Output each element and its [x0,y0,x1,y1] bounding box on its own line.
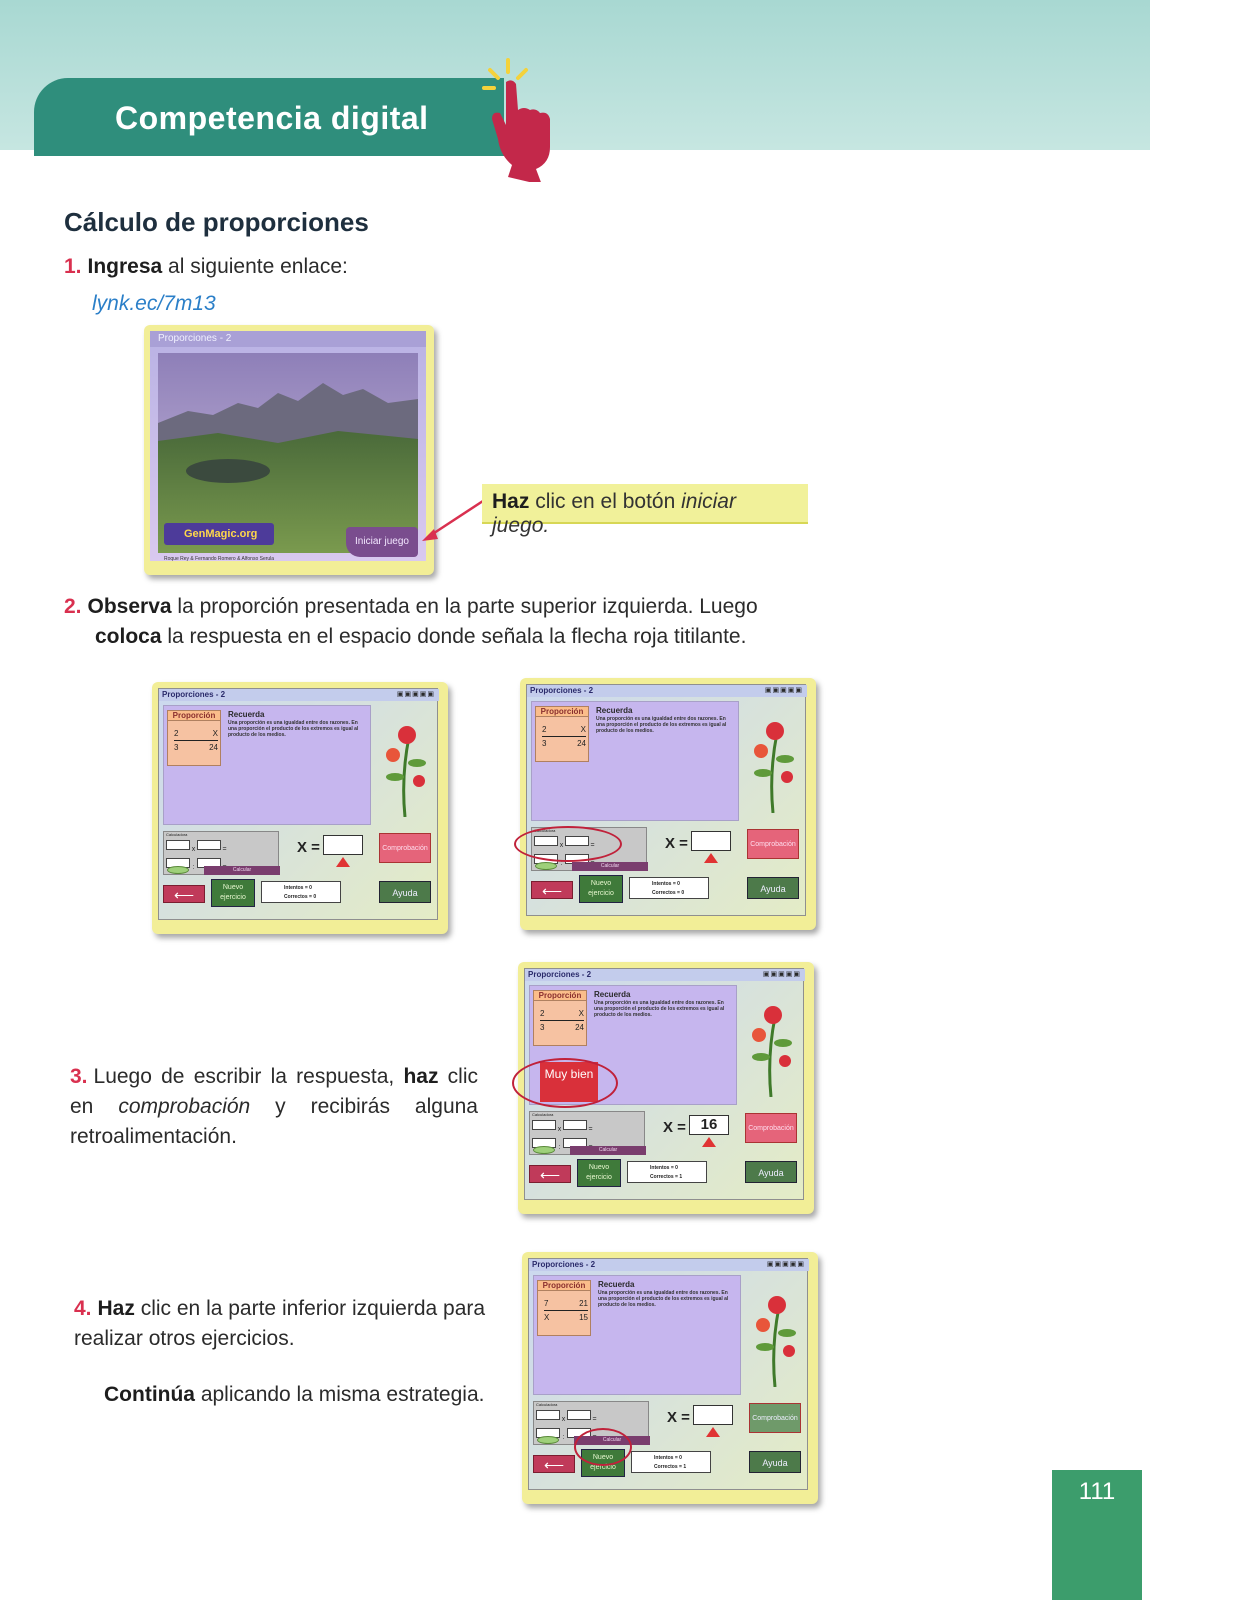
game-frame [526,684,806,916]
pointing-hand-icon [468,52,568,182]
ayuda-button[interactable]: Ayuda [747,877,799,899]
step-number: 1. [64,255,82,278]
step-4 [74,1294,494,1354]
game-screenshot [152,682,448,934]
correctos-value: 0 [681,890,685,896]
frac-b: X [212,729,218,738]
answer-input[interactable]: 16 [689,1115,729,1135]
calcular-button[interactable]: Calcular [204,866,280,875]
game-title: Proporciones - 2 [159,689,439,701]
step-verb-2: coloca [95,625,162,648]
blinking-arrow-icon [704,853,718,863]
game-frame [158,688,438,920]
frac-b: X [578,1009,584,1018]
recuerda-heading: Recuerda [594,990,631,999]
window-buttons-icon: ▣▣▣▣▣ [762,971,801,978]
frac-b: 21 [579,1299,588,1308]
proportion-label: Proporción [168,711,220,721]
calc-toggle[interactable] [535,862,557,870]
step-verb-2: Continúa [104,1383,195,1406]
intentos-label: Intentos = [652,881,676,887]
page-number: 111 [1078,1478,1116,1505]
callout-italic: iniciar juego. [492,490,736,537]
flower-icon [745,1287,801,1387]
game-panel [163,705,371,825]
frac-c: X [544,1313,550,1322]
step-italic: comprobación [118,1095,251,1118]
highlight-ring [514,826,622,862]
step-text-2: aplicando la misma estrategia. [194,1383,485,1406]
step-text-3: y recibirás alguna retroalimentación. [70,1095,478,1148]
screen-title: Proporciones - 2 [150,331,426,347]
intentos-value: 0 [309,885,312,891]
calc-input[interactable] [532,1120,556,1130]
calc-toggle[interactable] [167,866,189,874]
back-arrow-button[interactable]: ⟵ [163,885,205,903]
game-screenshot [520,678,816,930]
correctos-value: 1 [683,1464,687,1470]
intentos-label: Intentos = [654,1455,678,1461]
answer-input[interactable] [691,831,731,851]
proportion-fraction [174,729,218,752]
step-text-2: la respuesta en el espacio donde señala la flecha roja titilante. [161,625,747,648]
frac-c: 3 [542,739,547,748]
x-label: X = [297,839,320,856]
comprobacion-button[interactable]: Comprobación [749,1403,801,1433]
game-title: Proporciones - 2 [529,1259,809,1271]
calc-input[interactable] [567,1410,591,1420]
calculator-label: Calculadora [534,828,556,833]
correctos-label: Correctos = [650,1174,678,1180]
highlight-ring [512,1058,618,1108]
comprobacion-button[interactable]: Comprobación [379,833,431,863]
proportion-label: Proporción [534,991,586,1001]
score-box [631,1451,711,1473]
frac-a: 7 [544,1299,549,1308]
highlight-ring [574,1428,632,1466]
instruction-callout [482,484,808,537]
red-arrow-icon [420,495,490,545]
start-game-button[interactable]: Iniciar juego [346,527,418,557]
game-screenshot [522,1252,818,1504]
recuerda-text: Una proporción es una igualdad entre dos razones. En una proporción el producto de los extremos es igual al producto de los medios. [598,1290,729,1308]
correctos-value: 1 [679,1174,683,1180]
recuerda-text: Una proporción es una igualdad entre dos razones. En una proporción el producto de los extremos es igual al producto de los medios. [596,716,727,734]
nuevo-ejercicio-button[interactable]: Nuevo ejercicio [581,1449,625,1477]
proportion-box [537,1280,591,1336]
step-text: clic en la parte inferior izquierda para realizar otros ejercicios. [74,1297,486,1350]
intentos-value: 0 [677,881,680,887]
comprobacion-button[interactable]: Comprobación [747,829,799,859]
muy-bien-feedback: Muy bien [540,1062,598,1102]
answer-input[interactable] [323,835,363,855]
window-buttons-icon: ▣▣▣▣▣ [766,1261,805,1268]
calculator-label: Calculadora [532,1112,554,1117]
ayuda-button[interactable]: Ayuda [749,1451,801,1473]
proportion-box [167,710,221,766]
calc-input[interactable] [563,1120,587,1130]
game-screenshot [518,962,814,1214]
frac-a: 2 [174,729,179,738]
score-box [629,877,709,899]
score-box [261,881,341,903]
calcular-button[interactable]: Calcular [572,862,648,871]
step-verb: haz [403,1065,439,1088]
ayuda-button[interactable]: Ayuda [745,1161,797,1183]
calc-input[interactable] [197,840,221,850]
answer-input[interactable] [693,1405,733,1425]
calculator: Calculadora x = : Calcular [533,1401,649,1445]
recuerda-text: Una proporción es una igualdad entre dos razones. En una proporción el producto de los extremos es igual al producto de los medios. [594,1000,725,1018]
back-arrow-button[interactable]: ⟵ [529,1165,571,1183]
proportion-box [535,706,589,762]
proportion-fraction [540,1009,584,1032]
link-url[interactable]: lynk.ec/7m13 [92,292,216,315]
window-buttons-icon: ▣▣▣▣▣ [764,687,803,694]
step-number: 2. [64,595,82,618]
flower-icon [375,717,431,817]
page-section-title: Competencia digital [115,100,429,136]
step-text: al siguiente enlace: [162,255,348,278]
game-title: Proporciones - 2 [527,685,807,697]
score-box [627,1161,707,1183]
game-title: Proporciones - 2 [525,969,805,981]
step-text: Luego de escribir la respuesta, [93,1065,404,1088]
flower-icon [741,997,797,1097]
back-arrow-button[interactable]: ⟵ [531,881,573,899]
ayuda-button[interactable]: Ayuda [379,881,431,903]
calculator: Calculadora x = : Calcular [163,831,279,875]
x-label: X = [667,1409,690,1426]
intentos-label: Intentos = [284,885,308,891]
nuevo-ejercicio-button[interactable]: Nuevo ejercicio [211,879,255,907]
correctos-label: Correctos = [284,894,312,900]
frac-d: 24 [575,1023,584,1032]
step-4-continue [104,1380,524,1410]
frac-c: 3 [174,743,179,752]
correctos-label: Correctos = [652,890,680,896]
proportion-label: Proporción [538,1281,590,1291]
game-panel [531,701,739,821]
calculator-label: Calculadora [536,1402,558,1407]
proportion-fraction [542,725,586,748]
window-buttons-icon: ▣▣▣▣▣ [396,691,435,698]
game-panel [533,1275,741,1395]
correctos-label: Correctos = [654,1464,682,1470]
frac-a: 2 [542,725,547,734]
credits-text: Roque Rey & Fernando Romero & Alfonso Serula [164,556,275,562]
frac-b: X [580,725,586,734]
step-text-2: clic en [70,1065,478,1118]
frac-d: 15 [579,1313,588,1322]
step-3 [70,1062,478,1152]
intentos-value: 0 [679,1455,682,1461]
callout-verb: Haz [492,490,530,513]
back-arrow-button[interactable]: ⟵ [533,1455,575,1473]
step-1 [64,252,348,282]
proportion-label: Proporción [536,707,588,717]
step-verb: Observa [87,595,172,618]
step-number: 4. [74,1297,92,1320]
callout-text: clic en el botón [529,490,682,513]
intro-screenshot [144,325,434,575]
frac-c: 3 [540,1023,545,1032]
recuerda-heading: Recuerda [598,1280,635,1289]
genmagic-logo: GenMagic.org [164,523,274,545]
calculator: Calculadora x = : Calcular [531,827,647,871]
calc-toggle[interactable] [533,1146,555,1154]
x-label: X = [663,1119,686,1136]
calcular-button[interactable]: Calcular [574,1436,650,1445]
calculator-label: Calculadora [166,832,188,837]
section-title: Cálculo de proporciones [64,207,369,237]
nuevo-ejercicio-button[interactable]: Nuevo ejercicio [577,1159,621,1187]
blinking-arrow-icon [336,857,350,867]
blinking-arrow-icon [702,1137,716,1147]
comprobacion-button[interactable]: Comprobación [745,1113,797,1143]
calc-input[interactable] [166,840,190,850]
x-label: X = [665,835,688,852]
step-verb: Ingresa [87,255,163,278]
step-verb: Haz [97,1297,135,1320]
frac-d: 24 [209,743,218,752]
recuerda-heading: Recuerda [596,706,633,715]
recuerda-text: Una proporción es una igualdad entre dos razones. En una proporción el producto de los extremos es igual al producto de los medios. [228,720,359,738]
calc-input[interactable] [536,1410,560,1420]
calculator: Calculadora x = : Calcular [529,1111,645,1155]
intentos-value: 0 [675,1165,678,1171]
correctos-value: 0 [313,894,317,900]
calcular-button[interactable]: Calcular [570,1146,646,1155]
proportion-box [533,990,587,1046]
proportion-fraction [544,1299,588,1322]
intentos-label: Intentos = [650,1165,674,1171]
step-text: la proporción presentada en la parte superior izquierda. Luego [171,595,758,618]
step-number: 3. [70,1065,88,1088]
frac-d: 24 [577,739,586,748]
game-frame [528,1258,808,1490]
calc-toggle[interactable] [537,1436,559,1444]
nuevo-ejercicio-button[interactable]: Nuevo ejercicio [579,875,623,903]
blinking-arrow-icon [706,1427,720,1437]
frac-a: 2 [540,1009,545,1018]
flower-icon [743,713,799,813]
recuerda-heading: Recuerda [228,710,265,719]
step-2 [64,592,784,652]
